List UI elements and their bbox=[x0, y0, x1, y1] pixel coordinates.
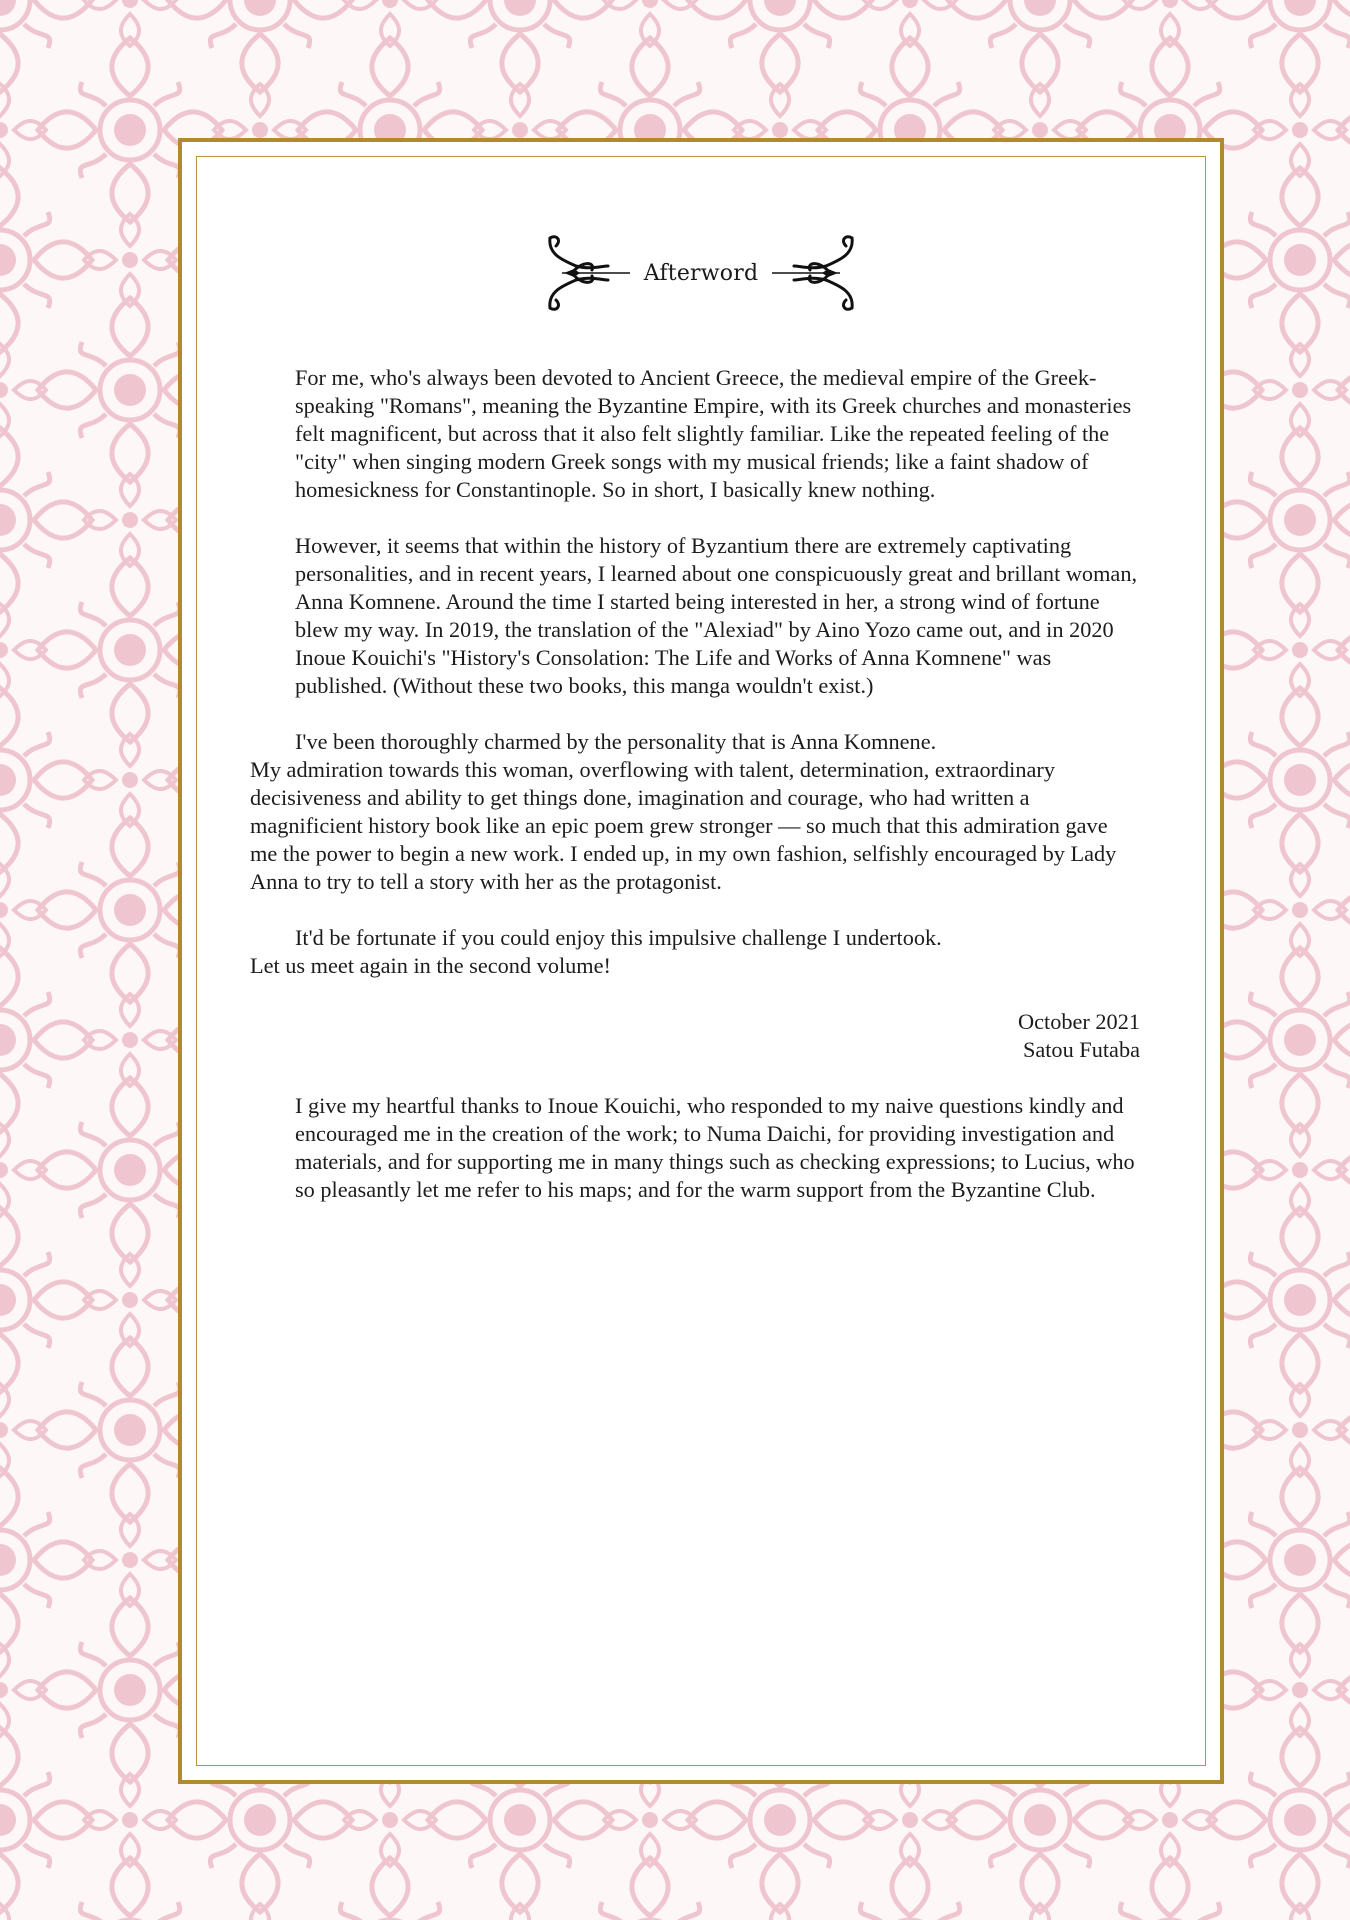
paragraph-devotion: For me, who's always been devoted to Ancient Greece, the medieval empire of the Greek-speaking "Romans", meaning the Byzantine Empire, with its Greek churches and monasteries felt magnificent, but across that it also felt slightly familiar. Like the repeated feeling of the "city" when singing modern Greek songs with my musical friends; like a faint shadow of homesickness for Constantinople. So in short, I basically knew nothing. bbox=[295, 365, 1132, 502]
paragraph-closing-first-line: It'd be fortunate if you could enjoy this impulsive challenge I undertook. bbox=[295, 925, 942, 950]
scroll-flourish-icon bbox=[542, 230, 632, 316]
signature-date: October 2021 bbox=[1018, 1009, 1140, 1034]
scroll-flourish-icon bbox=[770, 230, 860, 316]
signature-block bbox=[250, 1008, 1140, 1064]
paragraph-anna-first-line: I've been thoroughly charmed by the personality that is Anna Komnene. bbox=[295, 729, 937, 754]
page-frame bbox=[178, 138, 1224, 1784]
paragraph-anna-rest: My admiration towards this woman, overflowing with talent, determination, extraordinary decisiveness and ability to get things done, imagination and courage, who had written a magnificient history book like an epic poem grew stronger — so much that this admiration gave me the power to begin a new work. I ended up, in my own fashion, selfishly encouraged by Lady Anna to try to tell a story with her as the protagonist. bbox=[250, 757, 1117, 894]
page-title: Afterword bbox=[643, 260, 759, 286]
paragraph-byzantium: However, it seems that within the history of Byzantium there are extremely captivating personalities, and in recent years, I learned about one conspicuously great and brillant woman, Anna Komnene. Around the time I started being interested in her, a strong wind of fortune blew my way. In 2019, the translation of the "Alexiad" by Aino Yozo came out, and in 2020 Inoue Kouichi's "History's Consolation: The Life and Works of Anna Komnene" was published. (Without these two books, this manga wouldn't exist.) bbox=[295, 533, 1138, 698]
paragraph-anna bbox=[250, 728, 1140, 896]
paragraph-closing bbox=[250, 924, 1140, 980]
paragraph-acknowledgements: I give my heartful thanks to Inoue Kouichi, who responded to my naive questions kindly and encouraged me in the creation of the work; to Numa Daichi, for providing investigation and materials, and for supporting me in many things such as checking expressions; to Lucius, who so pleasantly let me refer to his maps; and for the warm support from the Byzantine Club. bbox=[295, 1093, 1135, 1202]
paragraph-closing-second-line: Let us meet again in the second volume! bbox=[250, 953, 611, 978]
signature-author: Satou Futaba bbox=[1022, 1037, 1140, 1062]
afterword-heading bbox=[182, 230, 1220, 316]
afterword-body bbox=[250, 364, 1140, 1232]
